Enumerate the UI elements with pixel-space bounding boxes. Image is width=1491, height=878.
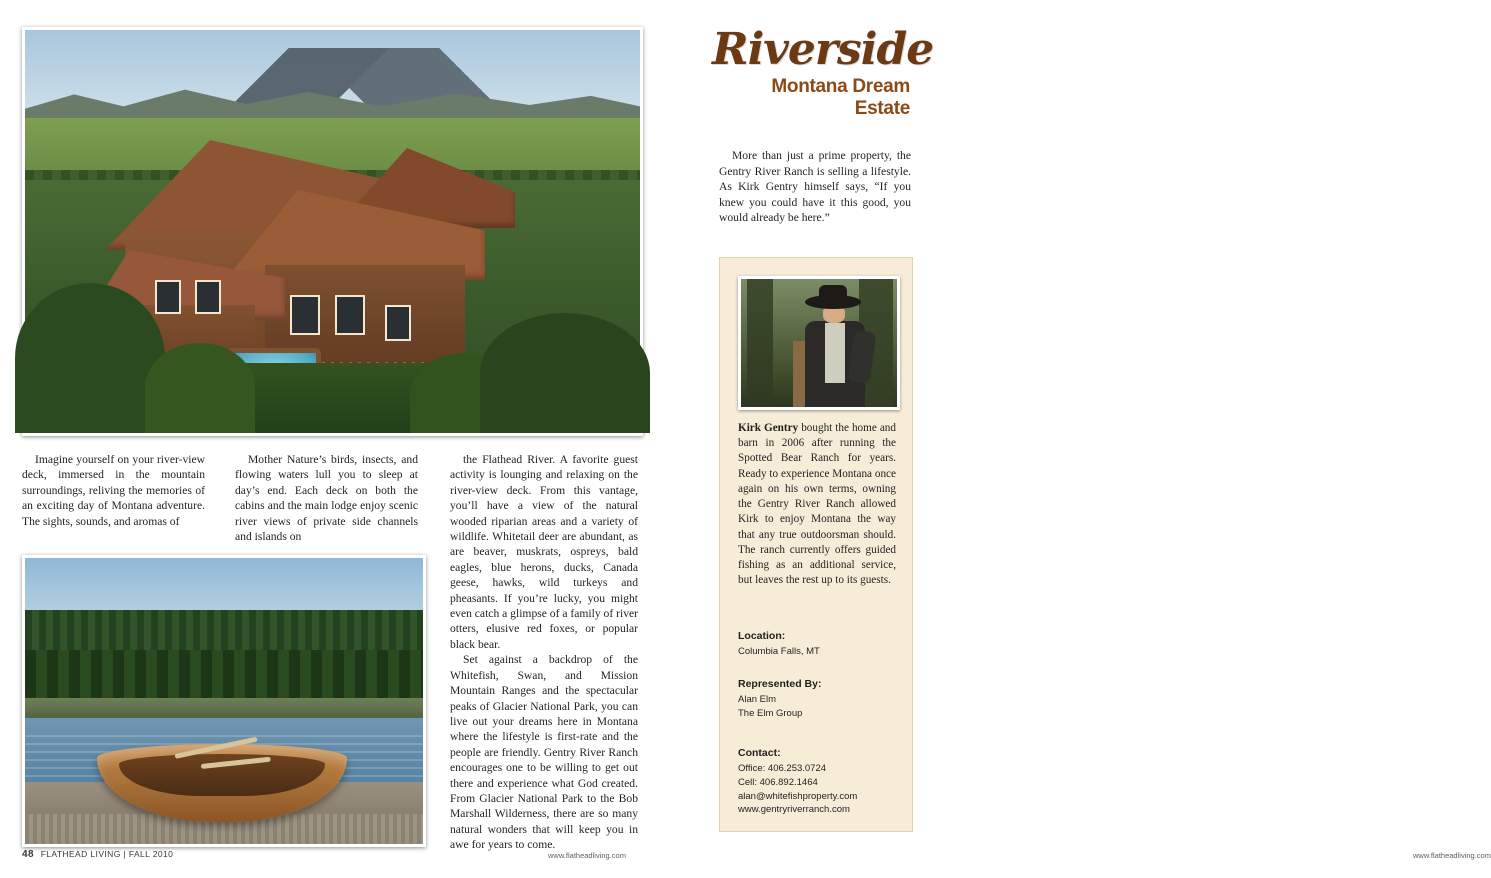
contact-website[interactable]: www.gentryriverranch.com: [738, 804, 850, 816]
location-label: Location:: [738, 630, 786, 642]
footer-url-center[interactable]: www.flatheadliving.com: [548, 851, 626, 860]
hero-photo-lodge: [22, 27, 643, 436]
paragraph: Set against a backdrop of the Whitefish, Swan, and Mission Mountain Ranges and the spectacular peaks of Glacier National Park, you can live out your dreams here in Montana where the lifestyle is first-rate and the people are friendly. Gentry River Ranch encourages one to be willing to get out there and experience what God created. From Glacier National Park to the Bob Marshall Wilderness, there are so many natural wonders that will keep you in awe for years to come.: [450, 653, 638, 852]
article-masthead: [712, 24, 934, 120]
contact-cell-phone[interactable]: Cell: 406.892.1464: [738, 776, 818, 788]
body-column-1: [22, 452, 205, 529]
paragraph: Imagine yourself on your river-view deck, immersed in the mountain surroundings, reliving the memories of an exciting day of Montana adventure. The sights, sounds, and aromas of: [22, 453, 205, 528]
sidebar-field-represented-by: [738, 678, 900, 721]
hero-shrub: [145, 343, 255, 433]
agent-name: Alan Elm: [738, 694, 777, 705]
contact-email[interactable]: alan@whitefishproperty.com: [738, 790, 858, 802]
hero-shrub: [15, 283, 165, 433]
portrait-tree: [747, 279, 773, 407]
portrait-photo-kirk-gentry: [738, 276, 900, 410]
body-column-2: [235, 452, 418, 544]
contact-office-phone[interactable]: Office: 406.253.0724: [738, 763, 827, 774]
contact-label: Contact:: [738, 747, 781, 759]
paragraph: Mother Nature’s birds, insects, and flowing waters lull you to sleep at day’s end. Each deck on both the cabins and the main lodge enjoy scenic river views of private side channels and islands on: [235, 453, 418, 544]
publication-name: FLATHEAD LIVING | FALL 2010: [40, 849, 174, 859]
window: [335, 295, 365, 335]
agent-company: The Elm Group: [738, 707, 803, 719]
paragraph: More than just a prime property, the Gentry River Ranch is selling a lifestyle. As Kirk Gentry himself says, “If you knew you could have it this good, you would already be here.”: [719, 149, 911, 225]
represented-by-label: Represented By:: [738, 678, 822, 690]
window: [195, 280, 221, 314]
portrait-shirt: [825, 323, 845, 383]
main-content-area: [0, 0, 700, 878]
hero-shrub: [480, 313, 650, 433]
river-trees-near: [25, 650, 423, 705]
window: [290, 295, 320, 335]
info-sidebar-box: [719, 257, 913, 832]
masthead-title: Riverside: [712, 24, 934, 75]
window: [385, 305, 411, 341]
sidebar-field-location: [738, 630, 900, 659]
sidebar-field-contact: [738, 747, 900, 817]
paragraph: the Flathead River. A favorite guest activity is lounging and relaxing on the river-view deck. From this vantage, you’ll have a view of the natural wooded riparian areas and a variety of wildlife. Whitetail deer are abundant, as are beaver, muskrats, ospreys, bald eagles, blue herons, ducks, Canada geese, hawks, wild turkeys and pheasants. If you’re lucky, you might even catch a glimpse of a family of river otters, elusive red foxes, or popular black bear.: [450, 453, 638, 651]
footer-url-right[interactable]: www.flatheadliving.com: [1413, 851, 1491, 860]
bio-body: bought the home and barn in 2006 after running the Spotted Bear Ranch for years. Ready to experience Montana once again on his own terms, owning the Gentry River Ranch allowed Kirk to enjoy Montana the way that any true outdoorsman should. The ranch currently offers guided fishing as an additional service, but leaves the rest up to its guests.: [738, 422, 896, 587]
page-footer-left: [22, 849, 173, 860]
masthead-subtitle: Montana Dream Estate: [771, 76, 910, 119]
page-number: 48: [22, 849, 34, 860]
body-column-3: [450, 452, 638, 853]
cowboy-hat-brim: [805, 295, 861, 309]
intro-paragraph-block: [719, 148, 911, 226]
sidebar-bio-text: [738, 421, 896, 589]
location-value: Columbia Falls, MT: [738, 646, 820, 657]
river-photo-driftboat: [22, 555, 426, 847]
window: [155, 280, 181, 314]
bio-lead-name: Kirk Gentry: [738, 422, 799, 434]
